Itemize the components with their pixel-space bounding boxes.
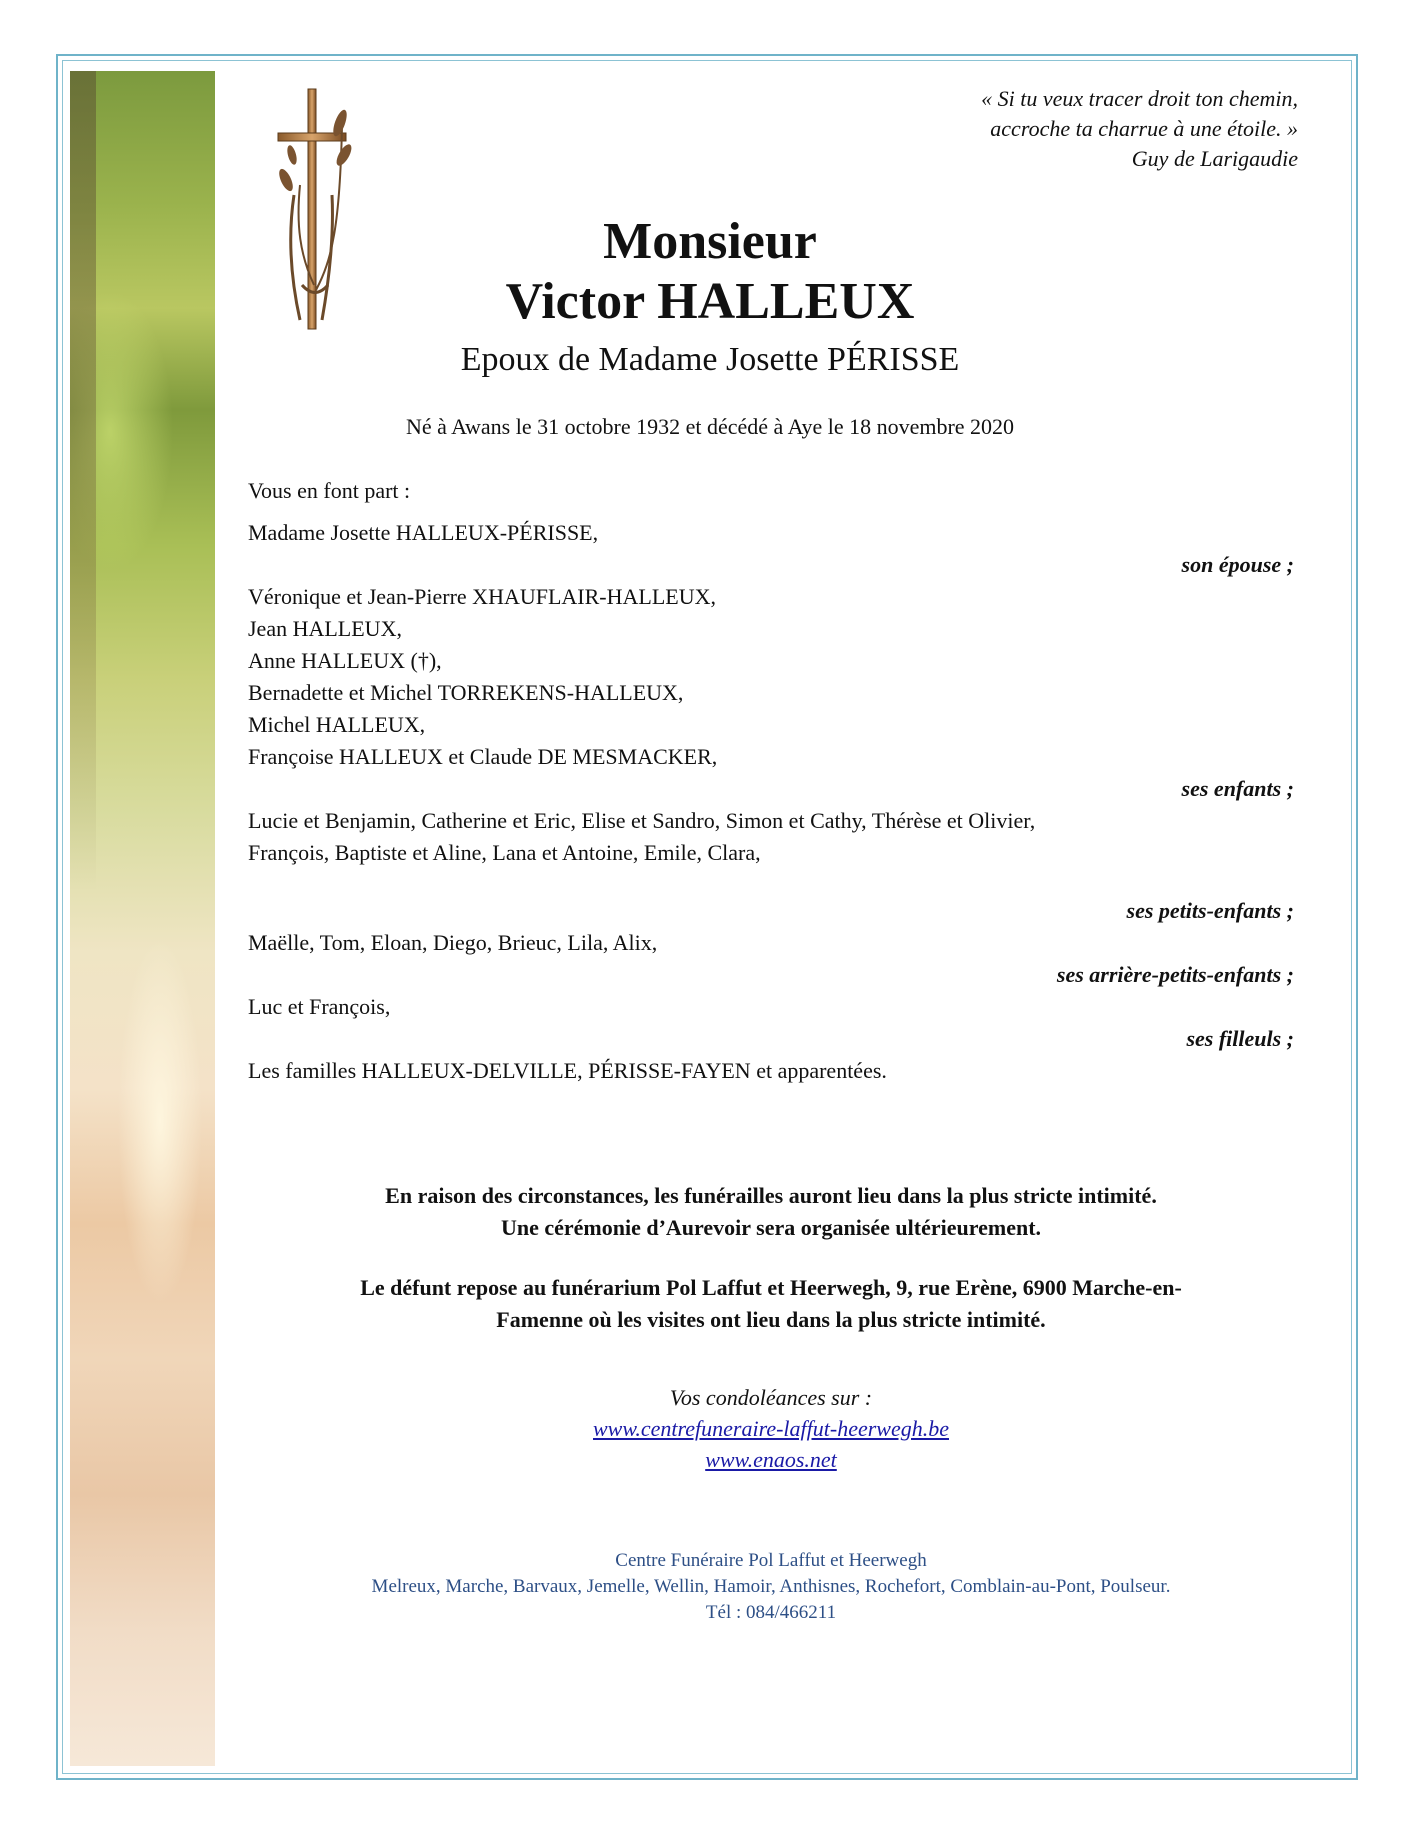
spouse-line: Epoux de Madame Josette PÉRISSE [460,341,960,378]
relation-label: ses filleuls ; [1186,1026,1294,1051]
list-item: Lucie et Benjamin, Catherine et Eric, Elise et Sandro, Simon et Cathy, Thérèse et Olivier, [248,808,1036,833]
funeral-home-name: Centre Funéraire Pol Laffut et Heerwegh [615,1550,927,1571]
quote-author: Guy de Larigaudie [1131,146,1298,171]
title-honorific: Monsieur [603,213,817,270]
funeral-home-phone: Tél : 084/466211 [705,1602,837,1623]
funeral-notice [248,1180,1294,1244]
condolences-block [248,1382,1294,1475]
list-item: Maëlle, Tom, Eloan, Diego, Brieuc, Lila, Alix, [248,930,658,955]
funerarium-notice [248,1272,1294,1336]
condolences-link-funeral-center[interactable]: www.centrefuneraire-laffut-heerwegh.be [593,1416,949,1441]
list-item: Michel HALLEUX, [248,712,426,737]
list-item: Luc et François, [248,994,391,1019]
list-item: Anne HALLEUX (†), [248,648,442,673]
quote-line-2: accroche ta charrue à une étoile. » [990,116,1298,141]
birth-death-line: Né à Awans le 31 octobre 1932 et décédé à Aye le 18 novembre 2020 [405,414,1015,439]
announce-line: Vous en font part : [248,478,411,503]
tree-trunk-shading [70,71,96,891]
relation-label: ses enfants ; [1181,776,1294,801]
list-item: Les familles HALLEUX-DELVILLE, PÉRISSE-FAYEN et apparentées. [248,1058,887,1083]
list-item: Madame Josette HALLEUX-PÉRISSE, [248,520,599,545]
funeral-home-locations: Melreux, Marche, Barvaux, Jemelle, Wellin, Hamoir, Anthisnes, Rochefort, Comblain-au-Pont, Poulseur. [371,1576,1171,1597]
notice-line: Famenne où les visites ont lieu dans la plus stricte intimité. [496,1307,1046,1332]
condolences-label: Vos condoléances sur : [669,1385,873,1410]
relation-label: son épouse ; [1181,552,1294,577]
quote-line-1: « Si tu veux tracer droit ton chemin, [981,86,1298,111]
list-item: Françoise HALLEUX et Claude DE MESMACKER, [248,744,718,769]
notice-line: Le défunt repose au funérarium Pol Laffut et Heerwegh, 9, rue Erène, 6900 Marche-en- [360,1275,1182,1300]
epigraph-quote [981,84,1298,174]
funeral-home-footer [248,1548,1294,1626]
list-item: Jean HALLEUX, [248,616,402,641]
cross-with-wheat-icon [270,85,360,335]
list-item: Bernadette et Michel TORREKENS-HALLEUX, [248,680,684,705]
family-list [248,475,1294,1087]
deceased-name: Victor HALLEUX [505,273,915,330]
condolences-link-enaos[interactable]: www.enaos.net [705,1447,837,1472]
list-item: François, Baptiste et Aline, Lana et Antoine, Emile, Clara, [248,840,761,865]
notice-line: En raison des circonstances, les funérailles auront lieu dans la plus stricte intimité. [385,1183,1157,1208]
relation-label: ses petits-enfants ; [1126,898,1294,923]
notice-line: Une cérémonie d’Aurevoir sera organisée ultérieurement. [500,1215,1042,1240]
relation-label: ses arrière-petits-enfants ; [1056,962,1294,987]
list-item: Véronique et Jean-Pierre XHAUFLAIR-HALLEUX, [248,584,716,609]
